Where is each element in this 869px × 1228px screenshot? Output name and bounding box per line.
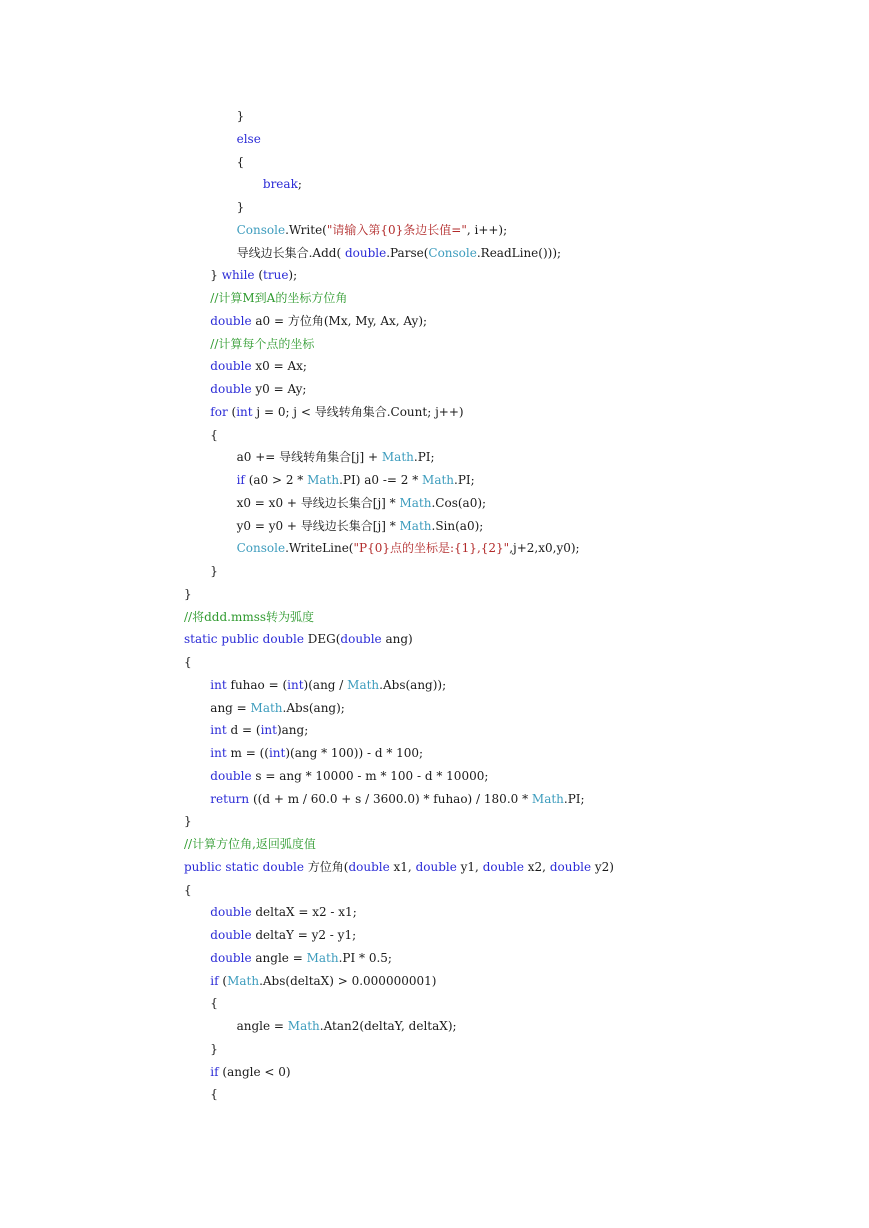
code-keyword: break bbox=[262, 177, 298, 192]
code-keyword: double bbox=[482, 859, 524, 874]
code-line bbox=[184, 401, 614, 424]
code-class-name: Math bbox=[347, 677, 380, 692]
code-class-name: Math bbox=[381, 450, 414, 465]
code-text: x1, bbox=[389, 859, 416, 874]
code-text: angle = bbox=[236, 1019, 288, 1033]
code-text: .PI) a0 -= 2 * bbox=[339, 473, 423, 487]
code-text: { bbox=[184, 655, 192, 669]
code-text: y2) bbox=[591, 859, 614, 874]
code-line bbox=[184, 310, 614, 333]
code-keyword: static bbox=[225, 859, 259, 874]
code-text: ( bbox=[254, 268, 264, 283]
code-text: ( bbox=[227, 404, 237, 419]
code-line bbox=[184, 924, 614, 947]
code-text: m = (( bbox=[226, 746, 269, 760]
code-keyword: double bbox=[348, 859, 390, 874]
code-line bbox=[184, 856, 614, 879]
code-line bbox=[184, 469, 614, 492]
code-keyword: double bbox=[415, 859, 457, 874]
code-keyword: true bbox=[263, 268, 289, 283]
code-text: } bbox=[210, 268, 222, 283]
code-text: { bbox=[210, 1087, 218, 1102]
code-text: y1, bbox=[456, 859, 483, 874]
code-text: s = ang * 10000 - m * 100 - d * 10000; bbox=[251, 768, 489, 783]
code-text: y0 = y0 + 导线边长集合[j] * bbox=[236, 518, 400, 533]
code-keyword: if bbox=[236, 473, 245, 487]
code-keyword: double bbox=[262, 859, 304, 874]
code-text: )ang; bbox=[276, 723, 309, 738]
code-text: .Cos(a0); bbox=[431, 495, 487, 510]
code-keyword: double bbox=[340, 632, 382, 647]
code-line bbox=[184, 765, 614, 788]
code-text: .PI; bbox=[413, 450, 435, 465]
code-text: } bbox=[210, 1041, 218, 1056]
code-text: .ReadLine())); bbox=[476, 245, 562, 260]
code-keyword: public bbox=[221, 632, 259, 647]
code-line bbox=[184, 128, 614, 151]
code-comment: //将ddd.mmss转为弧度 bbox=[184, 609, 315, 624]
code-line bbox=[184, 879, 614, 902]
code-text: .Parse( bbox=[386, 245, 429, 260]
code-class-name: Console bbox=[236, 541, 286, 556]
code-line bbox=[184, 719, 614, 742]
code-line bbox=[184, 1038, 614, 1061]
code-line bbox=[184, 583, 614, 606]
code-keyword: static bbox=[184, 632, 218, 647]
code-text: } bbox=[236, 109, 245, 123]
code-text: (angle < 0) bbox=[218, 1064, 291, 1079]
code-line bbox=[184, 742, 614, 765]
code-line bbox=[184, 219, 614, 242]
code-line bbox=[184, 947, 614, 970]
code-text: ((d + m / 60.0 + s / 3600.0) * fuhao) / 180.0 * bbox=[249, 791, 532, 806]
code-string: "请输入第{0}条边长值=" bbox=[326, 222, 467, 237]
code-line bbox=[184, 1015, 614, 1038]
code-line bbox=[184, 560, 614, 583]
code-line bbox=[184, 492, 614, 515]
code-keyword: double bbox=[210, 382, 252, 396]
code-line bbox=[184, 264, 614, 287]
code-class-name: Math bbox=[307, 473, 340, 487]
code-keyword: while bbox=[221, 268, 255, 283]
code-keyword: int bbox=[287, 677, 304, 692]
code-line bbox=[184, 242, 614, 265]
code-class-name: Math bbox=[399, 518, 432, 533]
code-line bbox=[184, 515, 614, 538]
code-text: deltaY = y2 - y1; bbox=[251, 928, 357, 942]
code-text: ang) bbox=[381, 632, 413, 647]
code-line bbox=[184, 105, 614, 128]
code-class-name: Math bbox=[422, 473, 455, 487]
code-line bbox=[184, 1083, 614, 1106]
code-keyword: double bbox=[549, 859, 592, 874]
code-text: { bbox=[184, 882, 192, 897]
code-text: x0 = x0 + 导线边长集合[j] * bbox=[236, 495, 400, 510]
code-text: .PI * 0.5; bbox=[338, 950, 392, 965]
code-keyword: double bbox=[262, 632, 304, 647]
code-text: angle = bbox=[251, 950, 307, 965]
code-keyword: else bbox=[236, 131, 261, 146]
code-keyword: public bbox=[184, 859, 222, 874]
code-text: deltaX = x2 - x1; bbox=[251, 905, 357, 920]
code-line bbox=[184, 1061, 614, 1084]
code-text: .Abs(ang)); bbox=[379, 677, 447, 692]
code-keyword: int bbox=[210, 723, 227, 738]
code-line bbox=[184, 606, 614, 629]
code-class-name: Math bbox=[227, 973, 260, 988]
code-text: j = 0; j < 导线转角集合.Count; j++) bbox=[252, 404, 464, 419]
code-line bbox=[184, 446, 614, 469]
code-text: y0 = Ay; bbox=[251, 382, 307, 396]
code-text: 方位角( bbox=[303, 859, 349, 874]
code-text: fuhao = ( bbox=[226, 677, 288, 692]
code-line bbox=[184, 901, 614, 924]
code-text: )(ang * 100)) - d * 100; bbox=[285, 746, 424, 760]
code-line bbox=[184, 810, 614, 833]
code-line bbox=[184, 674, 614, 697]
code-line bbox=[184, 173, 614, 196]
code-text: } bbox=[236, 200, 245, 214]
code-text: DEG( bbox=[303, 632, 341, 647]
code-text: )(ang / bbox=[303, 677, 348, 692]
code-keyword: if bbox=[210, 1064, 219, 1079]
code-line bbox=[184, 424, 614, 447]
code-line bbox=[184, 333, 614, 356]
code-text: a0 += 导线转角集合[j] + bbox=[236, 450, 382, 465]
code-text: .PI; bbox=[454, 473, 475, 487]
code-keyword: int bbox=[210, 746, 227, 760]
code-class-name: Math bbox=[399, 495, 432, 510]
code-text: .Abs(deltaX) > 0.000000001) bbox=[259, 973, 437, 988]
code-class-name: Math bbox=[250, 700, 283, 715]
code-text: .Abs(ang); bbox=[282, 700, 345, 715]
code-line bbox=[184, 287, 614, 310]
code-keyword: double bbox=[210, 313, 252, 328]
code-block bbox=[184, 105, 614, 1106]
code-text: x2, bbox=[523, 859, 550, 874]
code-line bbox=[184, 628, 614, 651]
code-keyword: double bbox=[210, 768, 252, 783]
code-text: ; bbox=[297, 177, 302, 192]
code-class-name: Math bbox=[287, 1019, 320, 1033]
code-keyword: double bbox=[210, 950, 252, 965]
code-class-name: Console bbox=[236, 222, 286, 237]
code-line bbox=[184, 537, 614, 560]
code-class-name: Console bbox=[428, 245, 477, 260]
code-text: ); bbox=[288, 268, 298, 283]
code-text: (a0 > 2 * bbox=[244, 473, 308, 487]
code-text: 导线边长集合.Add( bbox=[236, 245, 345, 260]
code-comment: //计算M到A的坐标方位角 bbox=[210, 291, 348, 305]
code-text: d = ( bbox=[226, 723, 261, 738]
code-text: ,j+2,x0,y0); bbox=[509, 541, 580, 556]
code-keyword: if bbox=[210, 973, 219, 988]
code-comment: //计算方位角,返回弧度值 bbox=[184, 837, 316, 851]
code-text: ang = bbox=[210, 700, 251, 715]
code-text: } bbox=[210, 564, 218, 578]
code-keyword: double bbox=[210, 359, 252, 374]
code-keyword: int bbox=[210, 677, 227, 692]
code-text: { bbox=[210, 427, 218, 442]
code-string: "P{0}点的坐标是:{1},{2}" bbox=[353, 541, 510, 556]
code-text: { bbox=[236, 154, 245, 169]
code-class-name: Math bbox=[306, 950, 339, 965]
code-line bbox=[184, 651, 614, 674]
code-text: .PI; bbox=[563, 791, 585, 806]
code-keyword: double bbox=[210, 928, 252, 942]
code-line bbox=[184, 697, 614, 720]
code-text: .Atan2(deltaY, deltaX); bbox=[319, 1019, 457, 1033]
code-line bbox=[184, 833, 614, 856]
code-text: .WriteLine( bbox=[285, 541, 354, 556]
code-comment: //计算每个点的坐标 bbox=[210, 336, 315, 351]
code-text: } bbox=[184, 814, 192, 829]
code-keyword: int bbox=[260, 723, 277, 738]
code-class-name: Math bbox=[531, 791, 564, 806]
code-text: .Write( bbox=[285, 222, 327, 237]
code-keyword: int bbox=[268, 746, 286, 760]
code-line bbox=[184, 970, 614, 993]
code-text: a0 = 方位角(Mx, My, Ax, Ay); bbox=[251, 313, 428, 328]
code-keyword: int bbox=[236, 404, 253, 419]
code-line bbox=[184, 788, 614, 811]
code-line bbox=[184, 151, 614, 174]
code-text: x0 = Ax; bbox=[251, 359, 307, 374]
code-keyword: for bbox=[210, 404, 228, 419]
code-text: .Sin(a0); bbox=[431, 518, 484, 533]
code-text: ( bbox=[218, 973, 228, 988]
code-text: } bbox=[184, 586, 192, 601]
code-keyword: double bbox=[344, 245, 387, 260]
code-line bbox=[184, 378, 614, 401]
code-keyword: double bbox=[210, 905, 252, 920]
code-keyword: return bbox=[210, 791, 250, 806]
code-text: , i++); bbox=[466, 222, 508, 237]
code-line bbox=[184, 355, 614, 378]
code-text: { bbox=[210, 996, 218, 1011]
code-line bbox=[184, 992, 614, 1015]
code-line bbox=[184, 196, 614, 219]
